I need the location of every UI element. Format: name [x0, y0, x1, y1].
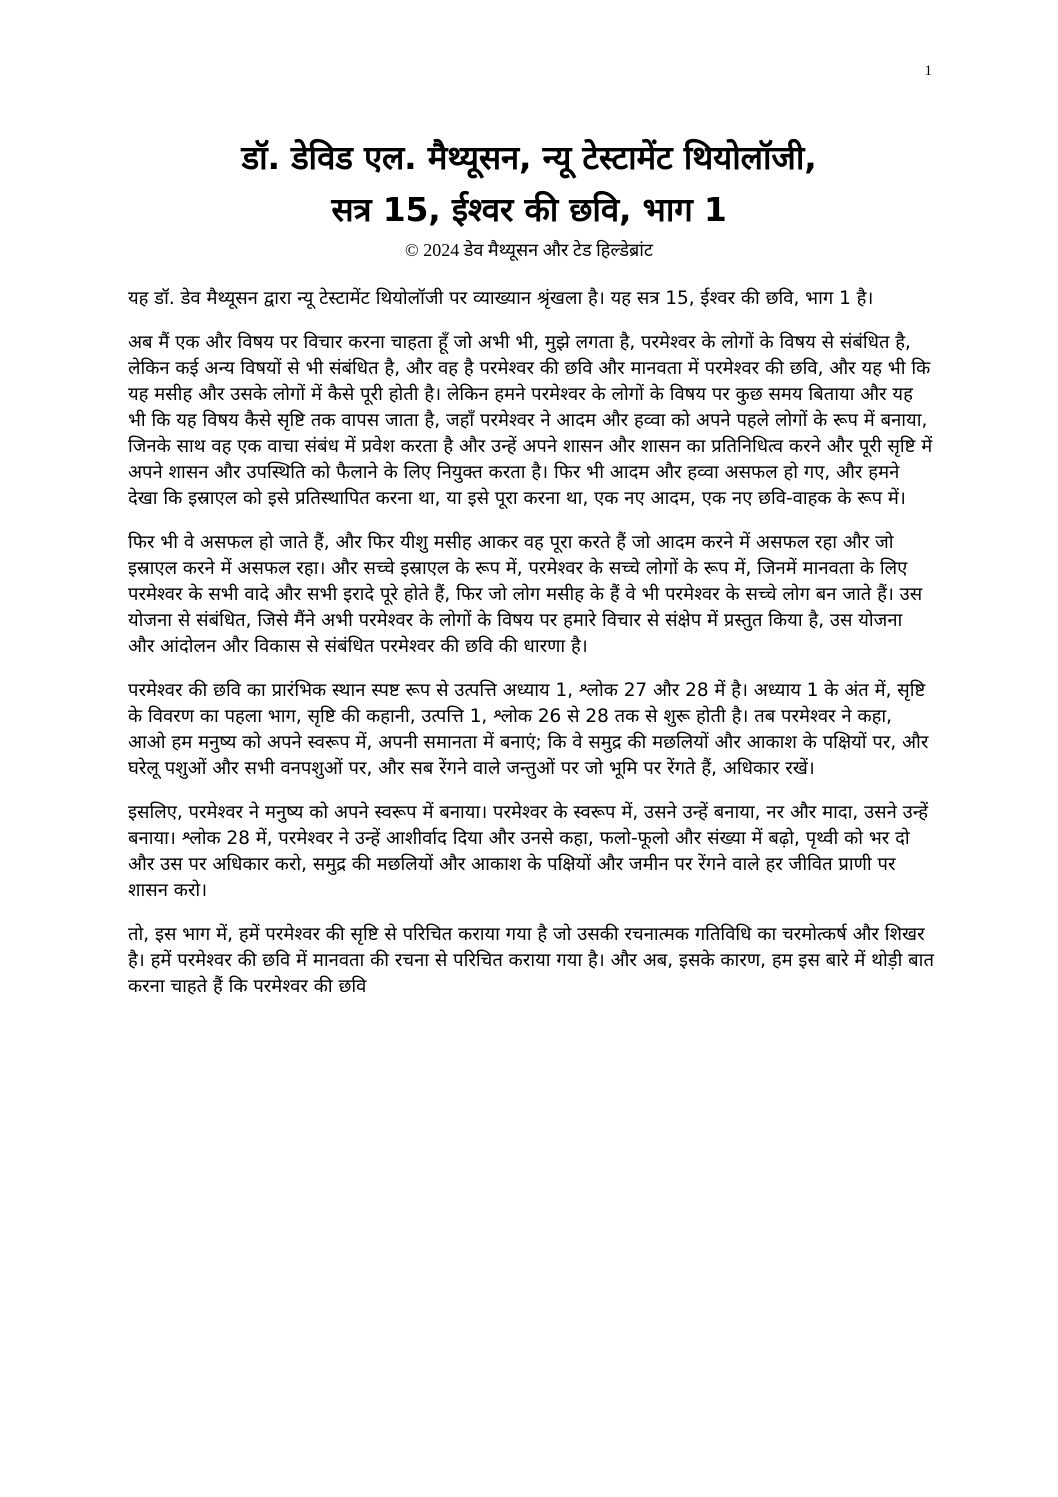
paragraph: यह डॉ. डेव मैथ्यूसन द्वारा न्यू टेस्टामेंट थियोलॉजी पर व्याख्यान श्रृंखला है। यह सत्र 15, ईश्वर की छवि, भाग 1 है। [128, 288, 874, 309]
page-number: 1 [924, 63, 932, 79]
document-title [100, 132, 958, 236]
paragraph: तो, इस भाग में, हमें परमेश्वर की सृष्टि से परिचित कराया गया है जो उसकी रचनात्मक गतिविधि का चरमोत्कर्ष और शिखर है। हमें परमेश्वर की छवि में मानवता की रचना से परिचित कराया गया है। और अब, इसके कारण, हम इस बारे में थोड़ी बात करना चाहते हैं कि परमेश्वर की छवि [128, 924, 934, 997]
document-header [100, 132, 958, 262]
paragraph: इसलिए, परमेश्वर ने मनुष्य को अपने स्वरूप में बनाया। परमेश्वर के स्वरूप में, उसने उन्हें बनाया, नर और मादा, उसने उन्हें बनाया। श्लोक 28 में, परमेश्वर ने उन्हें आशीर्वाद दिया और उनसे कहा, फलो-फूलो और संख्या में बढ़ो, पृथ्वी को भर दो और उस पर अधिकार करो, समुद्र की मछलियों और आकाश के पक्षियों और जमीन पर रेंगने वाले हर जीवित प्राणी पर शासन करो। [128, 802, 929, 901]
paragraph: फिर भी वे असफल हो जाते हैं, और फिर यीशु मसीह आकर वह पूरा करते हैं जो आदम करने में असफल रहा और जो इस्राएल करने में असफल रहा। और सच्चे इस्राएल के रूप में, परमेश्वर के सच्चे लोगों के रूप में, जिनमें मानवता के लिए परमेश्वर के सभी वादे और सभी इरादे पूरे होते हैं, फिर जो लोग मसीह के हैं वे भी परमेश्वर के सच्चे लोग बन जाते हैं। उस योजना से संबंधित, जिसे मैंने अभी परमेश्वर के लोगों के विषय पर हमारे विचार से संक्षेप में प्रस्तुत किया है, उस योजना और आंदोलन और विकास से संबंधित परमेश्वर की छवि की धारणा है। [128, 532, 923, 657]
paragraph: परमेश्वर की छवि का प्रारंभिक स्थान स्पष्ट रूप से उत्पत्ति अध्याय 1, श्लोक 27 और 28 में है। अध्याय 1 के अंत में, सृष्टि के विवरण का पहला भाग, सृष्टि की कहानी, उत्पत्ति 1, श्लोक 26 से 28 तक से शुरू होती है। तब परमेश्वर ने कहा, आओ हम मनुष्य को अपने स्वरूप में, अपनी समानता में बनाएं; कि वे समुद्र की मछलियों और आकाश के पक्षियों पर, और घरेलू पशुओं और सभी वनपशुओं पर, और सब रेंगने वाले जन्तुओं पर जो भूमि पर रेंगते हैं, अधिकार रखें। [128, 680, 929, 779]
title-line-2: सत्र 15, ईश्वर की छवि, भाग 1 [331, 190, 727, 229]
title-line-1: डॉ. डेविड एल. मैथ्यूसन, न्यू टेस्टामेंट थियोलॉजी, [241, 138, 817, 177]
paragraph: अब मैं एक और विषय पर विचार करना चाहता हूँ जो अभी भी, मुझे लगता है, परमेश्वर के लोगों के विषय से संबंधित है, लेकिन कई अन्य विषयों से भी संबंधित है, और वह है परमेश्वर की छवि और मानवता में परमेश्वर की छवि, और यह भी कि यह मसीह और उसके लोगों में कैसे पूरी होती है। लेकिन हमने परमेश्वर के लोगों के विषय पर कुछ समय बिताया और यह भी कि यह विषय कैसे सृष्टि तक वापस जाता है, जहाँ परमेश्वर ने आदम और हव्वा को अपने पहले लोगों के रूप में बनाया, जिनके साथ वह एक वाचा संबंध में प्रवेश करता है और उन्हें अपने शासन और शासन का प्रतिनिधित्व करने और पूरी सृष्टि में अपने शासन और उपस्थिति को फैलाने के लिए नियुक्त करता है। फिर भी आदम और हव्वा असफल हो गए, और हमने देखा कि इस्राएल को इसे प्रतिस्थापित करना था, या इसे पूरा करना था, एक नए आदम, एक नए छवि-वाहक के रूप में। [128, 332, 933, 509]
document-body [128, 286, 934, 1018]
copyright-line: © 2024 डेव मैथ्यूसन और टेड हिल्डेब्रांट [405, 240, 653, 260]
